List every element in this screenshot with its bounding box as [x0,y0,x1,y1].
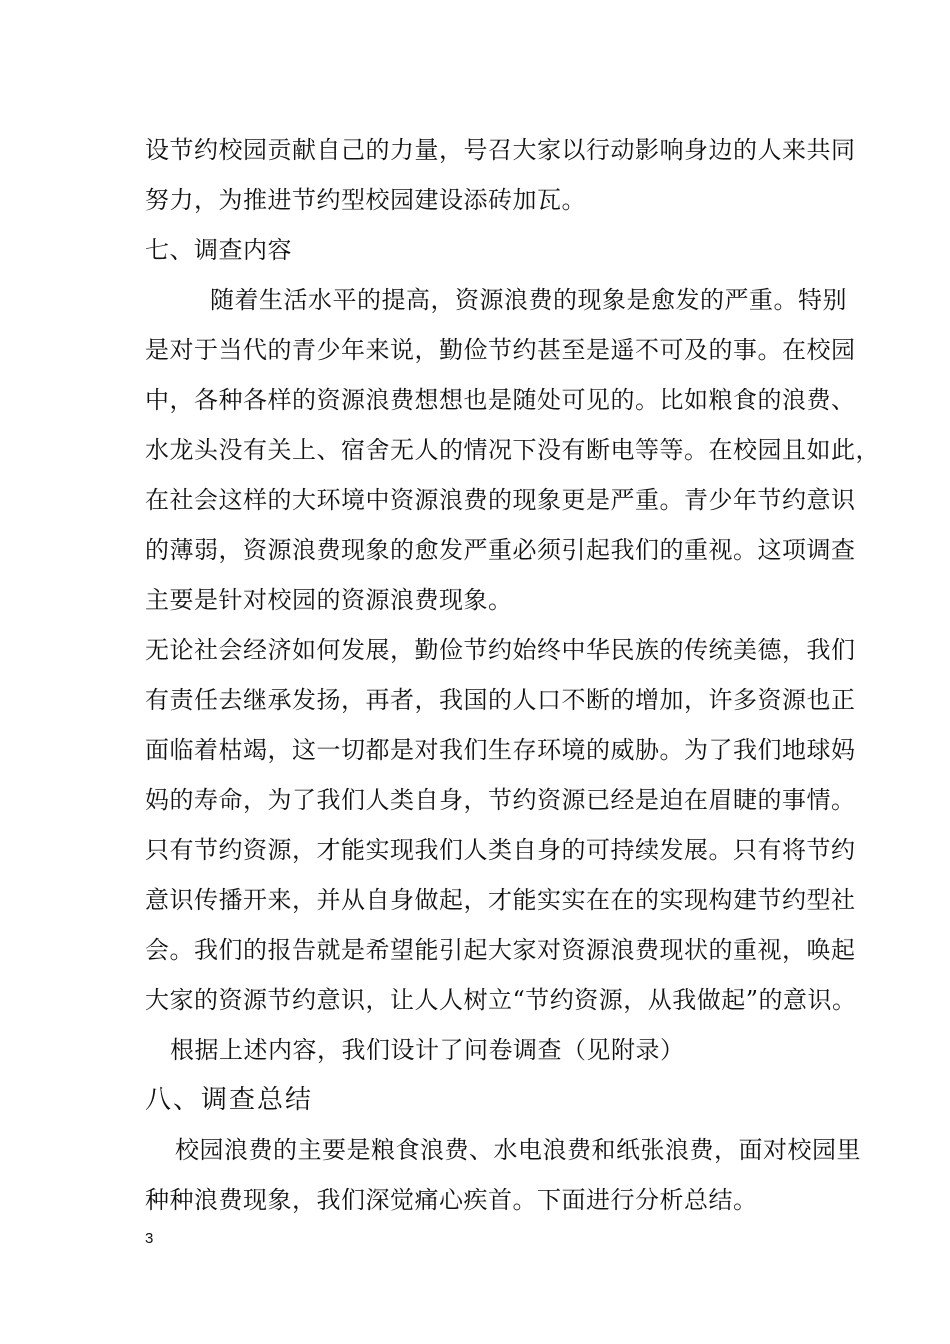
paragraph-line: 面临着枯竭，这一切都是对我们生存环境的威胁。为了我们地球妈 [145,736,856,764]
page-number: 3 [145,1230,154,1247]
paragraph-line: 意识传播开来，并从自身做起，才能实实在在的实现构建节约型社 [145,886,856,914]
paragraph-line: 主要是针对校园的资源浪费现象。 [145,586,513,614]
paragraph-line: 有责任去继承发扬，再者，我国的人口不断的增加，许多资源也正 [145,686,856,714]
paragraph-line: 会。我们的报告就是希望能引起大家对资源浪费现状的重视，唤起 [145,936,856,964]
paragraph-line: 设节约校园贡献自己的力量，号召大家以行动影响身边的人来共同 [145,136,856,164]
paragraph-line: 在社会这样的大环境中资源浪费的现象更是严重。青少年节约意识 [145,486,856,514]
section-heading-investigation-content: 七、调查内容 [145,236,292,264]
paragraph-line: 妈的寿命，为了我们人类自身，节约资源已经是迫在眉睫的事情。 [145,786,856,814]
paragraph-line: 大家的资源节约意识，让人人树立“节约资源，从我做起”的意识。 [145,986,857,1014]
paragraph-line: 随着生活水平的提高，资源浪费的现象是愈发的严重。特别 [210,286,847,314]
paragraph-line: 的薄弱，资源浪费现象的愈发严重必须引起我们的重视。这项调查 [145,536,856,564]
paragraph-line: 努力，为推进节约型校园建设添砖加瓦。 [145,186,586,214]
paragraph-line: 无论社会经济如何发展，勤俭节约始终中华民族的传统美德，我们 [145,636,856,664]
section-heading-investigation-summary: 八、调查总结 [145,1085,314,1115]
paragraph-line: 种种浪费现象，我们深觉痛心疾首。下面进行分析总结。 [145,1186,758,1214]
paragraph-line: 中，各种各样的资源浪费想想也是随处可见的。比如粮食的浪费、 [145,386,856,414]
paragraph-line: 水龙头没有关上、宿舍无人的情况下没有断电等等。在校园且如此， [145,436,880,464]
paragraph-line: 根据上述内容，我们设计了问卷调查（见附录） [170,1036,685,1064]
paragraph-line: 只有节约资源，才能实现我们人类自身的可持续发展。只有将节约 [145,836,856,864]
paragraph-line: 校园浪费的主要是粮食浪费、水电浪费和纸张浪费，面对校园里 [175,1136,861,1164]
paragraph-line: 是对于当代的青少年来说，勤俭节约甚至是遥不可及的事。在校园 [145,336,856,364]
